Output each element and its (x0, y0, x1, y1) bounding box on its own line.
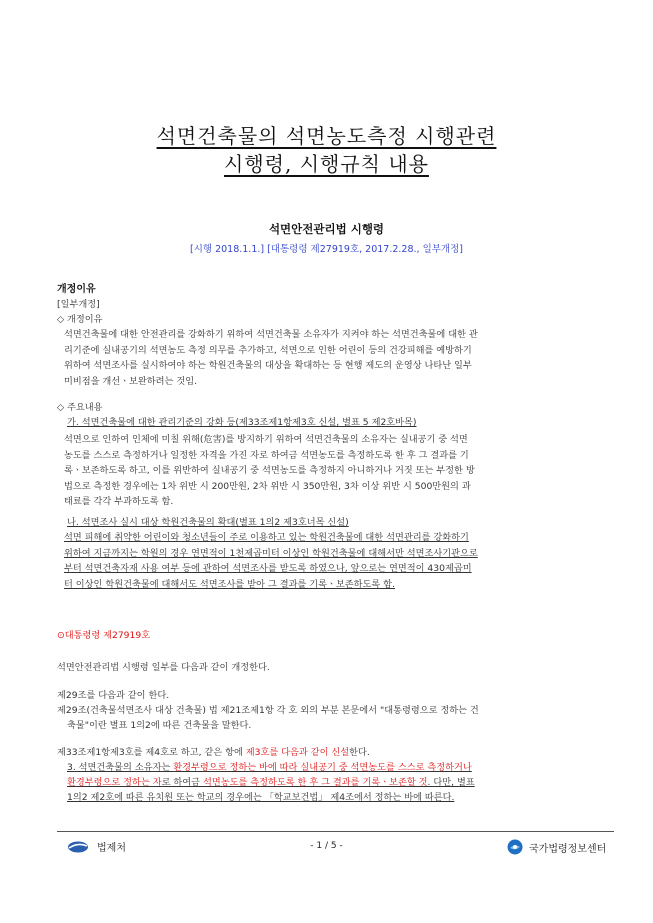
decree-number-label: ⊙대통령령 제27919호 (57, 630, 151, 641)
article33-item3-line3: 1의2 제2호에 따른 유치원 또는 학교의 경우에는 「학교보건법」 제4조에서 정하는 바에 따른다. (67, 792, 455, 803)
item3-highlight: 환경부령으로 정하는 자 (67, 777, 162, 788)
text-line: 석면 피해에 취약한 어린이와 청소년들이 주로 이용하고 있는 학원건축물에 대한 석면관리를 강화하기 (64, 532, 469, 543)
item3-highlight: 석면농도를 측정하도록 한 후 그 결과를 기록ㆍ보존할 것 (202, 777, 428, 788)
article33-head-text: 제33조제1항제3호를 제4호로 하고, 같은 항에 (57, 747, 246, 758)
text-line: 부터 석면건축자재 사용 여부 등에 관하여 석면조사를 받도록 하였으나, 앞으로는 연면적이 430제곱미 (64, 563, 472, 575)
text-line: 석면으로 인하여 인체에 미칠 위해(危害)를 방지하기 위하여 석면건축물의 소유자는 실내공기 중 석면 (64, 434, 468, 445)
reason-item1-head: ◇ 개정이유 (57, 314, 103, 325)
footer-divider (57, 831, 614, 832)
text-line: 리기준에 실내공기의 석면농도 측정 의무를 추가하고, 석면으로 인한 어린이 등의 건강피해를 예방하기 (64, 344, 472, 356)
law-name: 석면안전관리법 시행령 (268, 222, 385, 236)
article33-head-highlight: 제3호를 다음과 같이 신설 (245, 747, 350, 758)
law-center-logo-icon (507, 839, 523, 855)
main-content-a-title: 가. 석면건축물에 대한 관리기준의 강화 등(제33조제1항제3호 신설, 별표 5 제2호바목) (67, 417, 417, 428)
article29-line2: 축물"이란 별표 1의2에 따른 건축물을 말한다. (67, 720, 252, 731)
article33-item3-line1 (67, 760, 472, 776)
item3-text: 로 하여금 (161, 777, 203, 788)
document-title-line2: 시행령, 시행규칙 내용 (224, 152, 429, 176)
text-line: 위하여 석면조사를 실시하여야 하는 학원건축물의 대상을 확대하는 등 현행 제도의 운영상 나타난 일부 (64, 360, 472, 372)
reason-tag: [일부개정] (57, 299, 100, 310)
reason-item1-text (64, 327, 478, 389)
text-line: 록ㆍ보존하도록 하고, 이를 위반하여 실내공기 중 석면농도를 측정하지 아니하거나 거짓 또는 부정한 방 (64, 465, 475, 477)
main-content-b-title: 나. 석면조사 실시 대상 학원건축물의 확대(별표 1의2 제3호너목 신설) (67, 517, 349, 528)
text-line: 농도를 스스로 측정하거나 일정한 자격을 가진 자로 하여금 석면농도를 측정하도록 한 후 그 결과를 기 (64, 449, 469, 461)
article33-head (57, 745, 370, 761)
article33-item3-line2 (67, 775, 475, 791)
main-content-b-text (64, 530, 478, 592)
text-line: 태료를 각각 부과하도록 함. (64, 496, 174, 508)
text-line: 석면건축물에 대한 안전관리를 강화하기 위하여 석면건축물 소유자가 지켜야 하는 석면건축물에 대한 관 (64, 329, 478, 340)
text-line: 터 이상인 학원건축물에 대해서도 석면조사를 받아 그 결과를 기록ㆍ보존하도록 함. (64, 578, 395, 590)
article29-head: 제29조를 다음과 같이 한다. (57, 690, 170, 701)
law-enforcement-info: [시행 2018.1.1.] [대통령령 제27919호, 2017.2.28., 일부개정] (189, 244, 463, 255)
text-line: 위하여 지금까지는 학원의 경우 연면적이 1천제곱미터 이상인 학원건축물에 대해서만 석면조사기관으로 (64, 547, 478, 559)
item3-text: . 다만, 별표 (427, 777, 475, 788)
footer-right-label: 국가법령정보센터 (529, 843, 607, 855)
main-content-a-text (64, 432, 475, 510)
article29-line1: 제29조(건축물석면조사 대상 건축물) 법 제21조제1항 각 호 외의 부분 본문에서 "대통령령으로 정하는 건 (57, 705, 479, 716)
page-number: - 1 / 5 - (310, 841, 343, 851)
decree-intro: 석면안전관리법 시행령 일부를 다음과 같이 개정한다. (57, 662, 270, 673)
reason-heading: 개정이유 (57, 284, 96, 295)
item3-highlight: 환경부령으로 정하는 바에 따라 실내공기 중 석면농도를 스스로 측정하거나 (173, 762, 472, 773)
item3-text: 3. 석면건축물의 소유자는 (67, 762, 174, 773)
text-line: 미비점을 개선ㆍ보완하려는 것임. (64, 375, 198, 387)
reason-item2-head: ◇ 주요내용 (57, 402, 103, 413)
text-line: 법으로 측정한 경우에는 1차 위반 시 200만원, 2차 위반 시 350만원, 3차 이상 위반 시 500만원의 과 (64, 480, 471, 492)
footer-left-label: 법제처 (97, 843, 126, 854)
article33-head-end: 한다. (349, 747, 370, 758)
document-title-line1: 석면건축물의 석면농도측정 시행관련 (156, 124, 497, 148)
footer-right (507, 839, 606, 855)
